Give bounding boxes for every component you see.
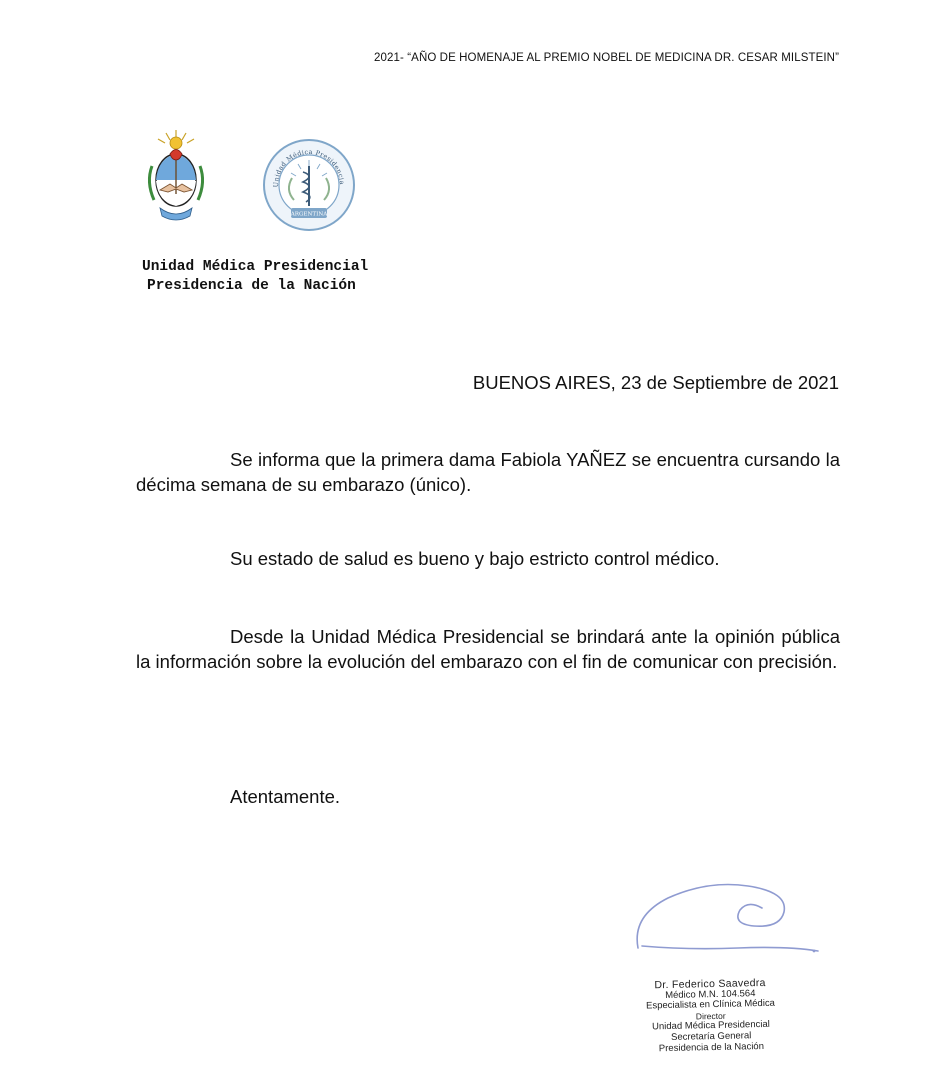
letter-date: BUENOS AIRES, 23 de Septiembre de 2021	[472, 372, 839, 393]
signatory-office: Presidencia de la Nación	[658, 1040, 765, 1054]
handwritten-signature	[628, 876, 828, 966]
signature-block	[620, 977, 802, 1055]
year-heading: 2021- “AÑO DE HOMENAJE AL PREMIO NOBEL DE MEDICINA DR. CESAR MILSTEIN”	[374, 52, 839, 64]
signatory-license: Médico M.N. 104.564	[665, 987, 756, 1001]
letter-paragraph-1: Se informa que la primera dama Fabiola YAÑEZ se encuentra cursando la décima semana de su embarazo (único).	[136, 449, 840, 495]
signatory-specialty: Especialista en Clínica Médica	[645, 997, 776, 1012]
signatory-role: Director	[695, 1010, 726, 1022]
signatory-department: Secretaría General	[670, 1030, 752, 1043]
organization-name: Unidad Médica Presidencial	[142, 259, 369, 275]
medical-unit-seal-icon	[262, 138, 356, 232]
coat-of-arms-icon	[140, 128, 212, 224]
letter-paragraph-3: Desde la Unidad Médica Presidencial se brindará ante la opinión pública la información sobre la evolución del embarazo con el fin de comunicar con precisión.	[136, 626, 840, 672]
seal-text-top: Unidad Médica Presidencia	[271, 147, 347, 188]
letter-paragraph-2: Su estado de salud es bueno y bajo estricto control médico.	[230, 548, 720, 569]
signatory-unit: Unidad Médica Presidencial	[651, 1019, 770, 1033]
organization-parent: Presidencia de la Nación	[147, 278, 356, 294]
letter-closing: Atentamente.	[230, 786, 341, 807]
signatory-name: Dr. Federico Saavedra	[654, 976, 766, 992]
organization-heading	[142, 258, 368, 296]
seal-text-bottom: ARGENTINA	[290, 211, 328, 218]
